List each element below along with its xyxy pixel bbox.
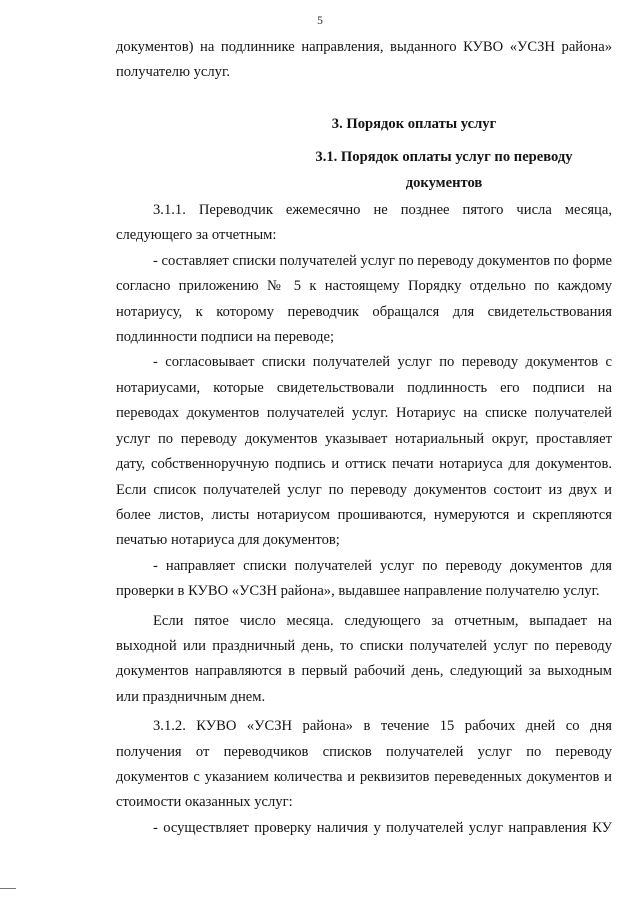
paragraph-3-1-1: 3.1.1. Переводчик ежемесячно не позднее пятого числа месяца, следующего за отчетным: (116, 202, 612, 244)
paragraph-list-item-4: - осуществляет проверку наличия у получателей услуг направления КУ (153, 819, 612, 836)
paragraph-list-item-2: - согласовывает списки получателей услуг по переводу документов с нотариусами, которые свидетельствовали подлинность его подписи на переводах документов получателей услуг. Нотариус на списке получателей услуг по переводу документов указывает нотариальный округ, проставляет дату, собственноручную подпись и оттиск печати нотариуса для документов. Если список получателей услуг по переводу документов состоит из двух и более листов, листы нотариусом прошиваются, нумеруются и скрепляются печатью нотариуса для документов; (116, 354, 612, 549)
paragraph-3-1-2: 3.1.2. КУВО «УСЗН района» в течение 15 рабочих дней со дня получения от переводчиков списков получателей услуг по переводу документов с указанием количества и реквизитов переведенных документов и стоимости оказанных услуг: (116, 718, 612, 811)
document-body (116, 35, 612, 841)
subsection-heading: 3.1. Порядок оплаты услуг по переводу документов (315, 149, 573, 191)
footer-rule (0, 888, 16, 889)
paragraph-list-item-3: - направляет списки получателей услуг по переводу документов для проверки в КУВО «УСЗН района», выдавшее направление получателю услуг. (116, 557, 612, 600)
section-heading: 3. Порядок оплаты услуг (331, 115, 497, 132)
paragraph-list-item-1: - составляет списки получателей услуг по переводу документов по форме согласно приложению № 5 к настоящему Порядку отдельно по каждому нотариусу, к которому переводчик обращался для свидетельствования подлинности подписи на переводе; (116, 252, 612, 346)
page-number: 5 (317, 15, 323, 27)
paragraph-continuation: документов) на подлиннике направления, выданного КУВО «УСЗН района» получателю услуг. (116, 39, 612, 81)
paragraph-holiday-rule: Если пятое число месяца. следующего за отчетным, выпадает на выходной или праздничный день, то списки получателей услуг по переводу документов направляются в первый рабочий день, следующий за выходным или праздничным днем. (116, 612, 612, 705)
